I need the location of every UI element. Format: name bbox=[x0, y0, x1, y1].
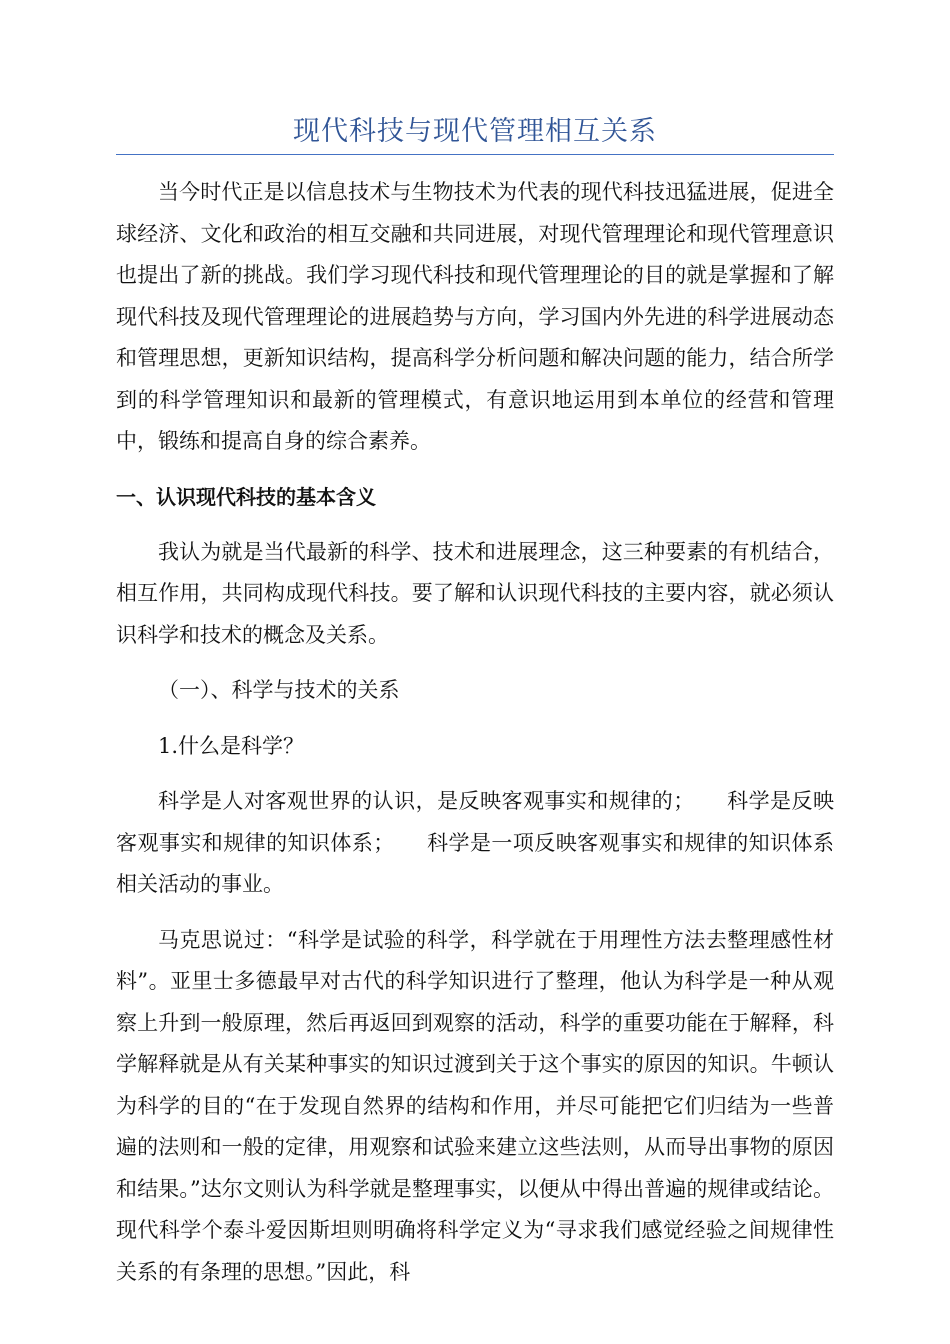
document-title: 现代科技与现代管理相互关系 bbox=[293, 116, 657, 147]
section-heading: 一、认识现代科技的基本含义 bbox=[116, 484, 376, 509]
item-heading: 1.什么是科学？ bbox=[158, 733, 305, 758]
subsection-heading: （一）、科学与技术的关系 bbox=[158, 678, 400, 702]
quotes-paragraph: 马克思说过：“科学是试验的科学，科学就在于用理性方法去整理感性材料”。亚里士多德最早对古代的科学知识进行了整理，他认为科学是一种从观察上升到一般原理，然后再返回到观察的活动，科学的重要功能在于解释，科学解释就是从有关某种事实的知识过渡到关于这个事实的原因的知识。牛顿认为科学的目的“在于发现自然界的结构和作用，并尽可能把它们归结为一些普遍的法则和一般的定律，用观察和试验来建立这些法则，从而导出事物的原因和结果。”达尔文则认为科学就是整理事实，以便从中得出普遍的规律或结论。现代科学个泰斗爱因斯坦则明确将科学定义为“寻求我们感觉经验之间规律性关系的有条理的思想。”因此，科 bbox=[116, 927, 834, 1284]
intro-paragraph: 当今时代正是以信息技术与生物技术为代表的现代科技迅猛进展，促进全球经济、文化和政治的相互交融和共同进展，对现代管理理论和现代管理意识也提出了新的挑战。我们学习现代科技和现代管理理论的目的就是掌握和了解现代科技及现代管理理论的进展趋势与方向，学习国内外先进的科学进展动态和管理思想，更新知识结构，提高科学分析问题和解决问题的能力，结合所学到的科学管理知识和最新的管理模式，有意识地运用到本单位的经营和管理中，锻练和提高自身的综合素养。 bbox=[116, 180, 834, 453]
document-body bbox=[116, 172, 834, 1293]
definition-paragraph: 科学是人对客观世界的认识，是反映客观事实和规律的； 科学是反映客观事实和规律的知识体系； 科学是一项反映客观事实和规律的知识体系相关活动的事业。 bbox=[116, 789, 834, 896]
title-underline bbox=[116, 154, 834, 155]
section-paragraph: 我认为就是当代最新的科学、技术和进展理念，这三种要素的有机结合，相互作用，共同构成现代科技。要了解和认识现代科技的主要内容，就必须认识科学和技术的概念及关系。 bbox=[116, 539, 834, 647]
